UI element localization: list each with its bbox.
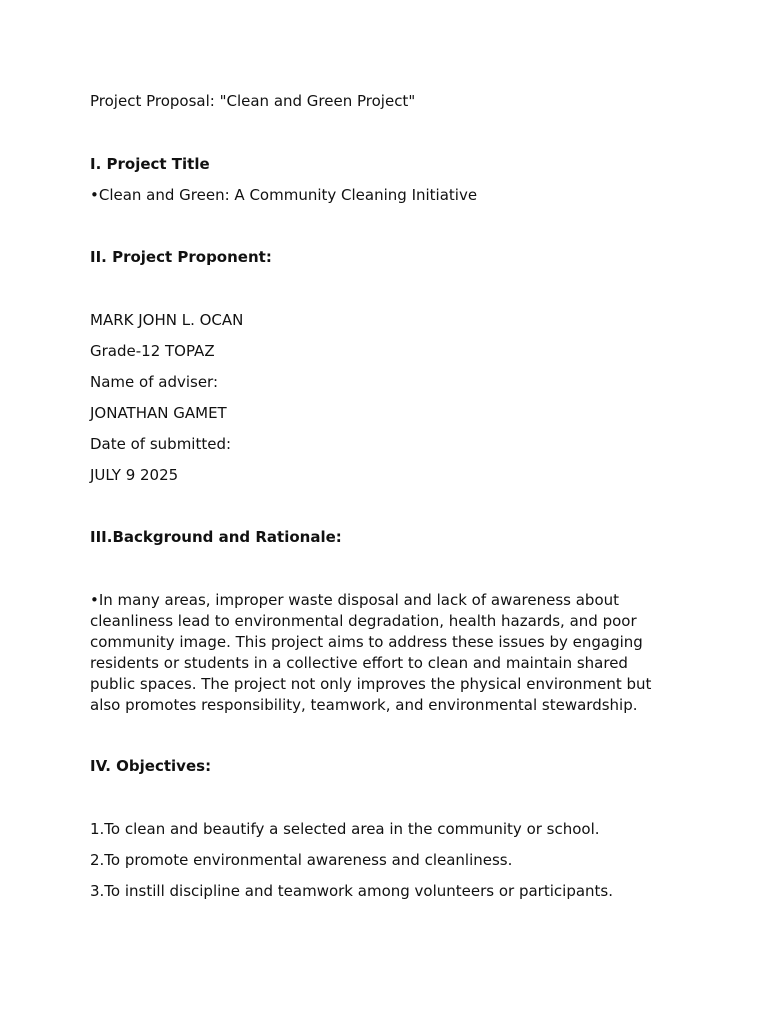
date-value: JULY 9 2025: [90, 466, 179, 484]
background-paragraph-line: also promotes responsibility, teamwork, and environmental stewardship.: [90, 696, 638, 714]
adviser-label: Name of adviser:: [90, 373, 219, 391]
adviser-name: JONATHAN GAMET: [90, 404, 227, 422]
objective-item: 3.To instill discipline and teamwork among volunteers or participants.: [90, 882, 614, 900]
proponent-name: MARK JOHN L. OCAN: [90, 311, 244, 329]
document-title: Project Proposal: "Clean and Green Project": [90, 92, 416, 110]
date-label: Date of submitted:: [90, 435, 232, 453]
background-paragraph-line: cleanliness lead to environmental degradation, health hazards, and poor: [90, 612, 637, 630]
project-title-heading: I. Project Title: [90, 155, 210, 173]
project-proponent-heading: II. Project Proponent:: [90, 248, 272, 266]
objective-item: 1.To clean and beautify a selected area in the community or school.: [90, 820, 600, 838]
objectives-heading: IV. Objectives:: [90, 757, 212, 775]
background-paragraph-line: public spaces. The project not only improves the physical environment but: [90, 675, 652, 693]
proponent-grade: Grade-12 TOPAZ: [90, 342, 215, 360]
background-paragraph-line: •In many areas, improper waste disposal and lack of awareness about: [90, 591, 620, 609]
background-paragraph-line: community image. This project aims to address these issues by engaging: [90, 633, 643, 651]
objective-item: 2.To promote environmental awareness and cleanliness.: [90, 851, 513, 869]
background-paragraph-line: residents or students in a collective effort to clean and maintain shared: [90, 654, 628, 672]
background-heading: III.Background and Rationale:: [90, 528, 342, 546]
project-title-bullet: •Clean and Green: A Community Cleaning Initiative: [90, 186, 478, 204]
